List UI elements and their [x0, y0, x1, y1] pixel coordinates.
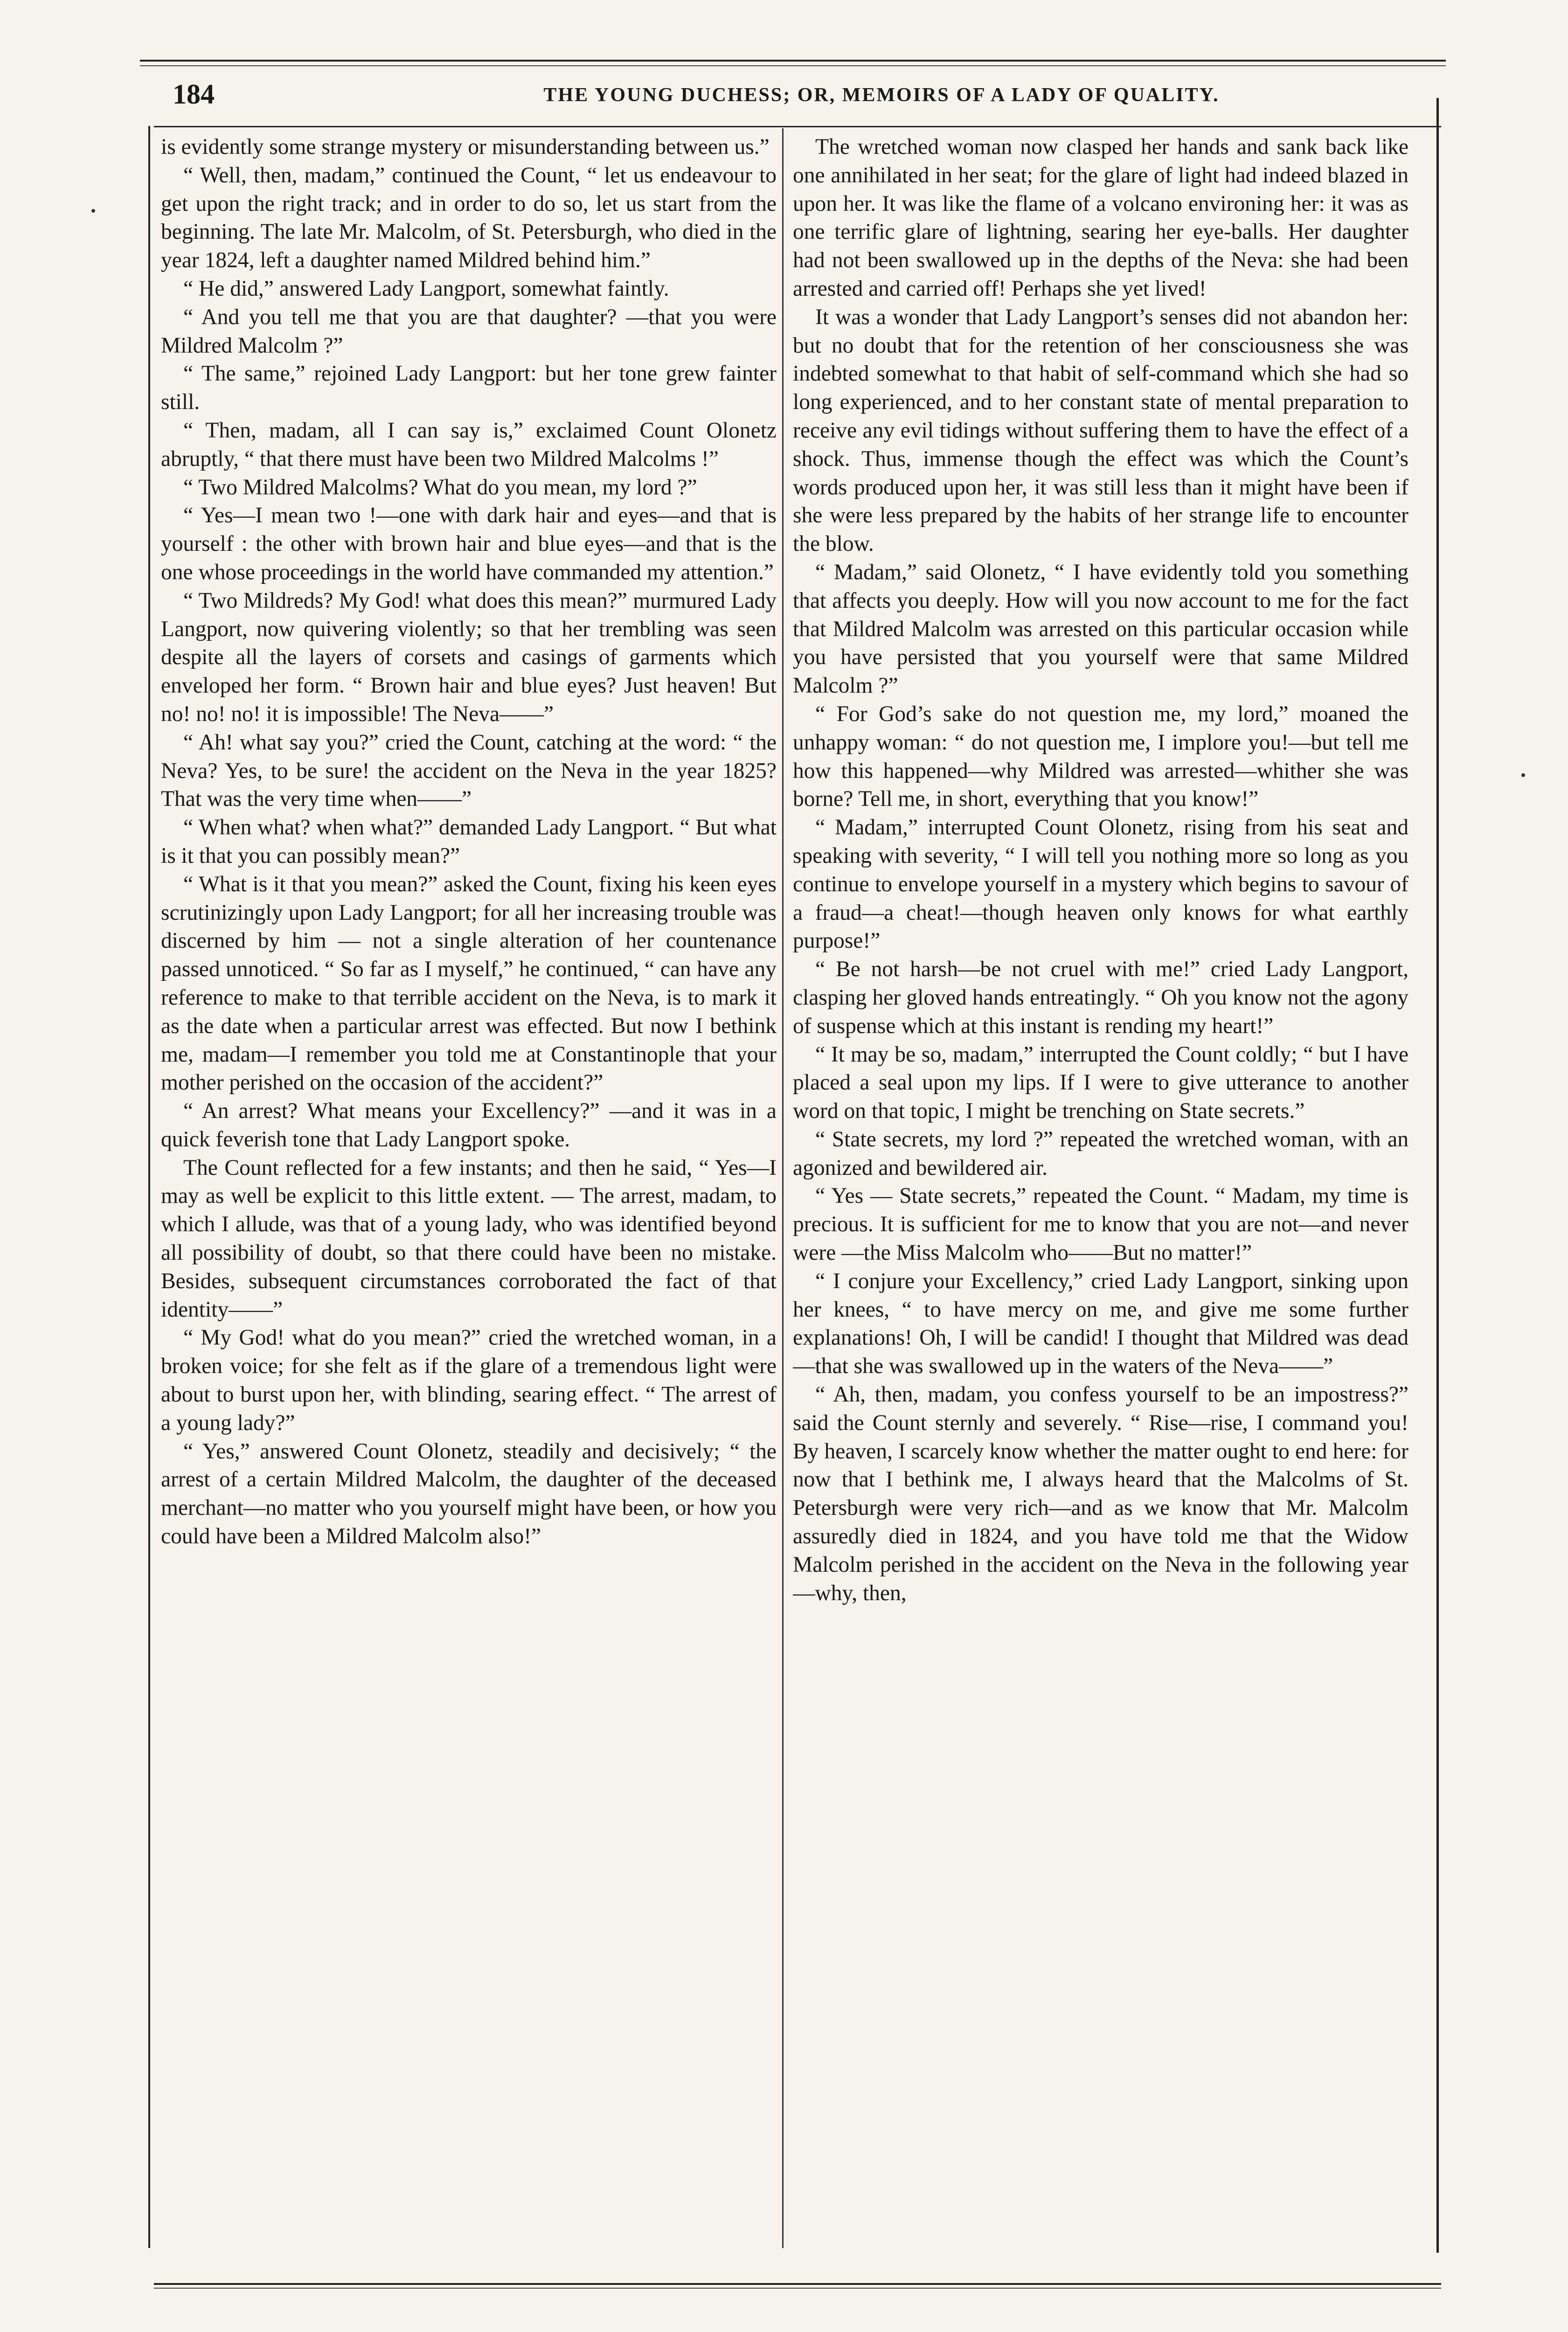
- page-number: 184: [173, 79, 215, 110]
- paragraph: “ For God’s sake do not question me, my lord,” moaned the unhappy woman: “ do not question me, I implore you!—but tell me how this happened—why Mildred was arrested—whither she was borne? Tell me, in short, everything that you know!”: [793, 701, 1408, 812]
- running-title: THE YOUNG DUCHESS; OR, MEMOIRS OF A LADY OF QUALITY.: [543, 84, 1220, 106]
- paragraph: “ Then, madam, all I can say is,” exclaimed Count Olonetz abruptly, “ that there must have been two Mildred Malcolms !”: [161, 418, 777, 471]
- bottom-rule: [154, 2283, 1441, 2285]
- paragraph: “ I conjure your Excellency,” cried Lady Langport, sinking upon her knees, “ to have mercy on me, and give me some further explanations! Oh, I will be candid! I thought that Mildred was dead—that she was swallowed up in the waters of the Neva——”: [793, 1269, 1408, 1379]
- paragraph: “ Madam,” said Olonetz, “ I have evidently told you something that affects you deeply. How will you now account to me for the fact that Mildred Malcolm was arrested on this particular occasion while you have persisted that you yourself were that same Mildred Malcolm ?”: [793, 560, 1408, 698]
- paragraph: “ An arrest? What means your Excellency?” —and it was in a quick feverish tone that Lady Langport spoke.: [161, 1099, 777, 1152]
- paragraph: “ Madam,” interrupted Count Olonetz, rising from his seat and speaking with severity, “ I will tell you nothing more so long as you continue to envelope yourself in a mystery which begins to savour of a fraud—a cheat!—though heaven only knows for what earthly purpose!”: [793, 815, 1408, 953]
- paragraph: “ Two Mildred Malcolms? What do you mean, my lord ?”: [183, 475, 697, 500]
- paragraph: “ What is it that you mean?” asked the Count, fixing his keen eyes scrutinizingly upon Lady Langport; for all her increasing trouble was discerned by him — not a single alteration of her countenance passed unnoticed. “ So far as I myself,” he continued, “ can have any reference to make to that terrible accident on the Neva, is to mark it as the date when a particular arrest was effected. But now I bethink me, madam—I remember you told me at Constantinople that your mother perished on the occasion of the accident?”: [161, 872, 777, 1095]
- top-rule: [140, 60, 1446, 62]
- right-column: [793, 133, 1408, 2241]
- column-divider: [782, 128, 784, 2248]
- paragraph: “ Two Mildreds? My God! what does this mean?” murmured Lady Langport, now quivering violently; so that her trembling was seen despite all the layers of corsets and casings of garments which enveloped her form. “ Brown hair and blue eyes? Just heaven! But no! no! no! it is impossible! The Neva——”: [161, 588, 777, 726]
- paragraph: The wretched woman now clasped her hands and sank back like one annihilated in her seat; for the glare of light had indeed blazed in upon her. It was like the flame of a volcano environing her: it was as one terrific glare of lightning, searing her eye-balls. Her daughter had not been swallowed up in the depths of the Neva: she had been arrested and carried off! Perhaps she yet lived!: [793, 135, 1408, 301]
- paragraph: “ The same,” rejoined Lady Langport: but her tone grew fainter still.: [161, 361, 777, 415]
- ink-speck: [1521, 773, 1525, 777]
- paragraph: “ And you tell me that you are that daughter? —that you were Mildred Malcolm ?”: [161, 305, 777, 358]
- paragraph: “ Ah! what say you?” cried the Count, catching at the word: “ the Neva? Yes, to be sure! the accident on the Neva in the year 1825? That was the very time when——”: [161, 730, 777, 812]
- paragraph: “ Yes — State secrets,” repeated the Count. “ Madam, my time is precious. It is sufficient for me to know that you are not—and never were —the Miss Malcolm who——But no matter!”: [793, 1184, 1408, 1265]
- ink-speck: [91, 209, 95, 213]
- bottom-rule-secondary: [154, 2288, 1441, 2289]
- paragraph: “ Ah, then, madam, you confess yourself to be an impostress?” said the Count sternly and severely. “ Rise—rise, I command you! By heaven, I scarcely know whether the matter ought to end here: for now that I bethink me, I always heard that the Malcolms of St. Petersburgh were very rich—and as we know that Mr. Malcolm assuredly died in 1824, and you have told me that the Widow Malcolm perished in the accident on the Neva in the following year—why, then,: [793, 1382, 1408, 1605]
- frame-right-border: [1436, 98, 1439, 2253]
- paragraph: “ When what? when what?” demanded Lady Langport. “ But what is it that you can possibly mean?”: [161, 815, 777, 868]
- paragraph: It was a wonder that Lady Langport’s senses did not abandon her: but no doubt that for the retention of her consciousness she was indebted somewhat to that habit of self-command which she had so long experienced, and to her constant state of mental preparation to receive any evil tidings without suffering them to have the effect of a shock. Thus, immense though the effect was which the Count’s words produced upon her, it was still less than it might have been if she were less prepared by the habits of her strange life to encounter the blow.: [793, 305, 1408, 556]
- top-rule-secondary: [140, 65, 1446, 66]
- left-column: [161, 133, 777, 2241]
- page-header: [159, 70, 1436, 124]
- paragraph: is evidently some strange mystery or misunderstanding between us.”: [161, 135, 770, 159]
- paragraph: The Count reflected for a few instants; and then he said, “ Yes—I may as well be explicit to this little extent. — The arrest, madam, to which I allude, was that of a young lady, who was identified beyond all possibility of doubt, so that there could have been no mistake. Besides, subsequent circumstances corroborated the fact of that identity——”: [161, 1155, 777, 1322]
- paragraph: “ Yes,” answered Count Olonetz, steadily and decisively; “ the arrest of a certain Mildred Malcolm, the daughter of the deceased merchant—no matter who you yourself might have been, or how you could have been a Mildred Malcolm also!”: [161, 1439, 777, 1549]
- paragraph: “ Well, then, madam,” continued the Count, “ let us endeavour to get upon the right track; and in order to do so, let us start from the beginning. The late Mr. Malcolm, of St. Petersburgh, who died in the year 1824, left a daughter named Mildred behind him.”: [161, 163, 777, 273]
- paragraph: “ Be not harsh—be not cruel with me!” cried Lady Langport, clasping her gloved hands entreatingly. “ Oh you know not the agony of suspense which at this instant is rending my heart!”: [793, 957, 1408, 1038]
- frame-left-border: [148, 126, 150, 2248]
- paragraph: “ State secrets, my lord ?” repeated the wretched woman, with an agonized and bewildered air.: [793, 1127, 1408, 1180]
- paragraph: “ Yes—I mean two !—one with dark hair and eyes—and that is yourself : the other with brown hair and blue eyes—and that is the one whose proceedings in the world have commanded my attention.”: [161, 503, 777, 584]
- header-rule: [154, 126, 1441, 127]
- paragraph: “ He did,” answered Lady Langport, somewhat faintly.: [183, 276, 669, 301]
- paragraph: “ My God! what do you mean?” cried the wretched woman, in a broken voice; for she felt as if the glare of a tremendous light were about to burst upon her, with blinding, searing effect. “ The arrest of a young lady?”: [161, 1326, 777, 1435]
- paragraph: “ It may be so, madam,” interrupted the Count coldly; “ but I have placed a seal upon my lips. If I were to give utterance to another word on that topic, I might be trenching on State secrets.”: [793, 1042, 1408, 1124]
